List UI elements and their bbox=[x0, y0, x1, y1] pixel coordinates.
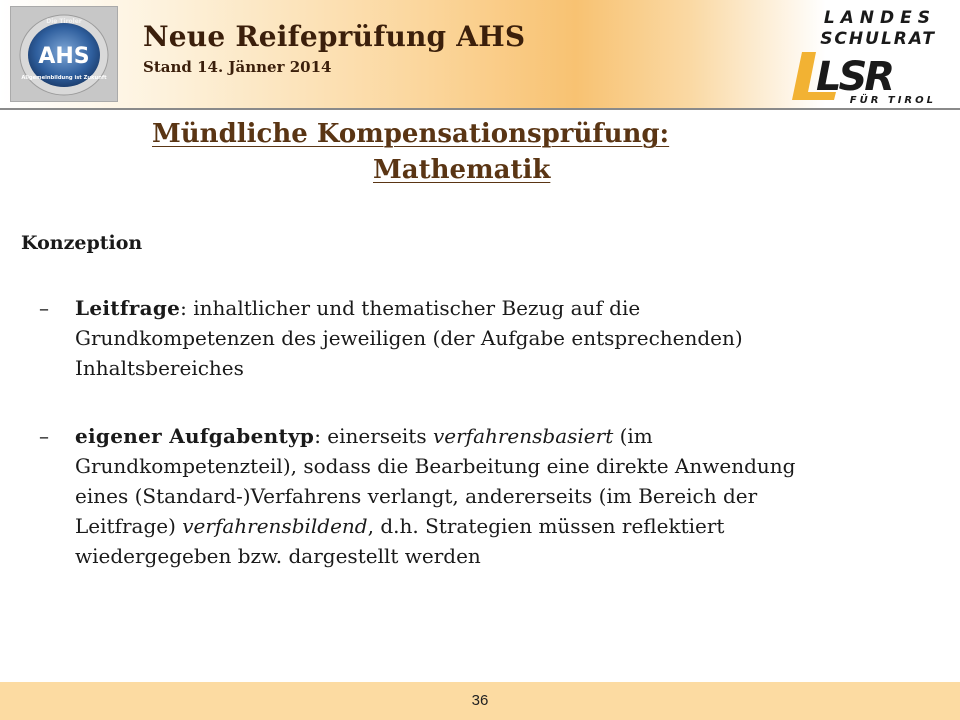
bullet-dash: – bbox=[39, 296, 49, 320]
bullet-item-aufgabentyp bbox=[39, 421, 835, 571]
logo-ring-text: Allgemeinbildung ist Zukunft bbox=[21, 75, 107, 81]
bullet-term: Leitfrage bbox=[75, 296, 181, 320]
landesschulrat-logo bbox=[786, 4, 944, 106]
heading-line-1: Mündliche Kompensationsprüfung: bbox=[152, 119, 670, 149]
page-title: Neue Reifeprüfung AHS bbox=[143, 20, 526, 53]
logo-mark: LSR bbox=[816, 54, 893, 100]
logo-line3: FÜR TIROL bbox=[849, 95, 936, 106]
bullet-italic-term: verfahrensbasiert bbox=[432, 424, 614, 448]
bullet-term: eigener Aufgabentyp bbox=[75, 424, 315, 448]
bullet-italic-term: verfahrensbildend bbox=[182, 514, 368, 538]
page-subtitle: Stand 14. Jänner 2014 bbox=[143, 58, 332, 76]
header-divider bbox=[0, 108, 960, 110]
bullet-item-leitfrage bbox=[39, 293, 835, 383]
section-label: Konzeption bbox=[21, 232, 143, 254]
logo-line1: LANDES bbox=[823, 8, 936, 28]
bullet-text: , d.h. Strategien müssen reflektiert wiedergegeben bzw. dargestellt werden bbox=[75, 514, 725, 568]
bullet-text: (im Grundkompetenzteil), sodass die Bearbeitung eine direkte Anwendung eines (Standard-)Verfahrens verlangt, andererseits (im Bereich der Leitfrage) bbox=[75, 424, 796, 538]
slide-footer bbox=[0, 682, 960, 720]
logo-main-text: AHS bbox=[38, 44, 90, 69]
ahs-tirol-logo bbox=[10, 6, 118, 102]
page-number: 36 bbox=[471, 692, 489, 709]
bullet-text: : einerseits bbox=[314, 424, 433, 448]
bullet-dash: – bbox=[39, 424, 49, 448]
logo-top-text: Die Tiroler bbox=[46, 18, 82, 25]
logo-line2: SCHULRAT bbox=[820, 29, 936, 49]
bullet-text: : inhaltlicher und thematischer Bezug auf die Grundkompetenzen des jeweiligen (der Aufgabe entsprechenden) Inhaltsbereiches bbox=[75, 296, 743, 380]
heading-line-2: Mathematik bbox=[373, 155, 551, 185]
